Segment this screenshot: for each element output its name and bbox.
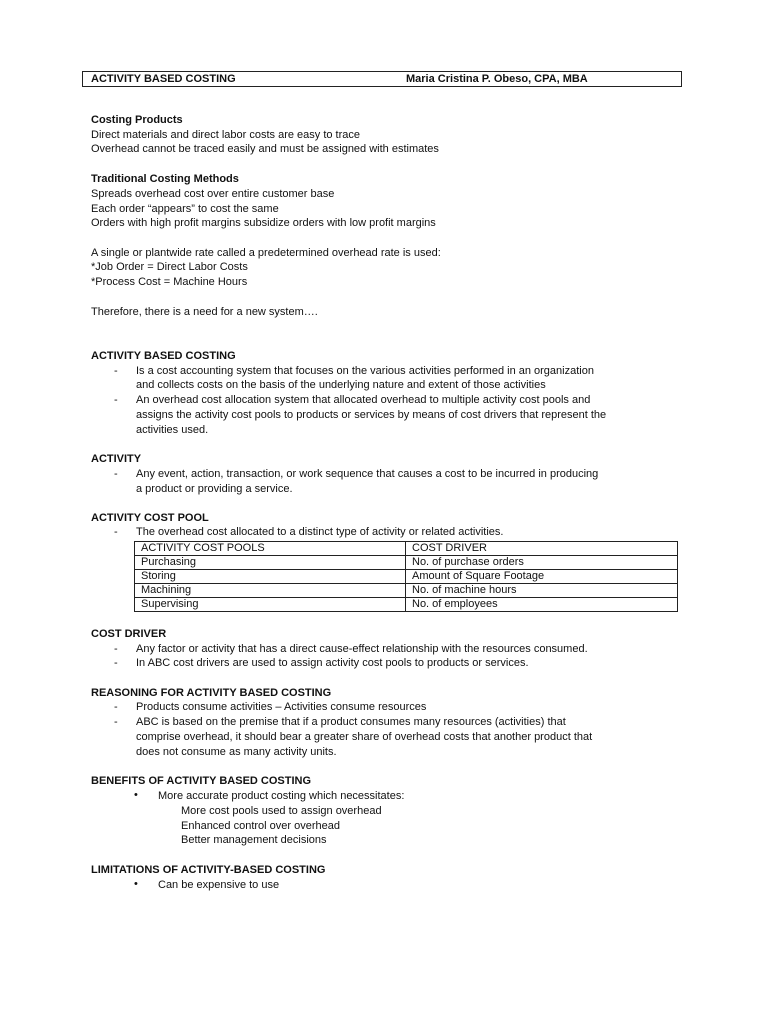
table-header-cell: COST DRIVER (406, 542, 678, 556)
heading-activity: ACTIVITY (91, 453, 142, 465)
dash-marker: - (114, 365, 118, 377)
text-line: A single or plantwide rate called a predetermined overhead rate is used: (91, 247, 441, 259)
list-item-text: ABC is based on the premise that if a product consumes many resources (activities) that (136, 716, 566, 728)
text-line: Overhead cannot be traced easily and must be assigned with estimates (91, 143, 439, 155)
list-item-text: The overhead cost allocated to a distinct type of activity or related activities. (136, 526, 504, 538)
dash-marker: - (114, 526, 118, 538)
dash-marker: - (114, 394, 118, 406)
table-row (135, 556, 678, 570)
heading-activity-cost-pool: ACTIVITY COST POOL (91, 512, 209, 524)
list-item-text: comprise overhead, it should bear a greater share of overhead costs that another product that (136, 731, 593, 743)
heading-activity-based-costing: ACTIVITY BASED COSTING (91, 350, 236, 362)
document-author: Maria Cristina P. Obeso, CPA, MBA (406, 73, 588, 85)
dash-marker: - (114, 468, 118, 480)
sub-list-item: Better management decisions (181, 834, 327, 846)
table-cell: Machining (135, 584, 406, 598)
list-item-text: Any factor or activity that has a direct cause-effect relationship with the resources consumed. (136, 643, 588, 655)
text-line: *Job Order = Direct Labor Costs (91, 261, 248, 273)
list-item-text: An overhead cost allocation system that allocated overhead to multiple activity cost pools and (136, 394, 591, 406)
table-row (135, 570, 678, 584)
table-header-cell: ACTIVITY COST POOLS (135, 542, 406, 556)
dash-marker: - (114, 701, 118, 713)
list-item-text: and collects costs on the basis of the underlying nature and extent of those activities (136, 379, 546, 391)
heading-benefits: BENEFITS OF ACTIVITY BASED COSTING (91, 775, 312, 787)
table-cell: Purchasing (135, 556, 406, 570)
text-line: Each order “appears” to cost the same (91, 203, 279, 215)
text-line: Spreads overhead cost over entire customer base (91, 188, 335, 200)
table-cell: Amount of Square Footage (406, 570, 678, 584)
list-item-text: assigns the activity cost pools to products or services by means of cost drivers that represent the (136, 409, 607, 421)
heading-cost-driver: COST DRIVER (91, 628, 167, 640)
text-line: Direct materials and direct labor costs are easy to trace (91, 129, 361, 141)
text-line: *Process Cost = Machine Hours (91, 276, 248, 288)
sub-list-item: Enhanced control over overhead (181, 820, 340, 832)
heading-traditional-costing: Traditional Costing Methods (91, 173, 239, 185)
text-line: Orders with high profit margins subsidize orders with low profit margins (91, 217, 436, 229)
table-row (135, 598, 678, 612)
list-item-text: In ABC cost drivers are used to assign activity cost pools to products or services. (136, 657, 529, 669)
dash-marker: - (114, 657, 118, 669)
dash-marker: - (114, 716, 118, 728)
dash-marker: - (114, 643, 118, 655)
heading-reasoning: REASONING FOR ACTIVITY BASED COSTING (91, 687, 332, 699)
text-line: Therefore, there is a need for a new system…. (91, 306, 318, 318)
list-item-text: Can be expensive to use (158, 879, 280, 891)
document-title: ACTIVITY BASED COSTING (91, 73, 236, 85)
list-item-text: Is a cost accounting system that focuses on the various activities performed in an organization (136, 365, 594, 377)
table-row (135, 584, 678, 598)
heading-limitations: LIMITATIONS OF ACTIVITY-BASED COSTING (91, 864, 326, 876)
document-header (82, 71, 682, 87)
table-header-row (135, 542, 678, 556)
bullet-marker: • (134, 789, 138, 801)
list-item-text: Products consume activities – Activities consume resources (136, 701, 427, 713)
table-cell: Supervising (135, 598, 406, 612)
list-item-text: activities used. (136, 424, 209, 436)
list-item-text: More accurate product costing which necessitates: (158, 790, 405, 802)
table-cell: No. of employees (406, 598, 678, 612)
bullet-marker: • (134, 878, 138, 890)
heading-costing-products: Costing Products (91, 114, 183, 126)
sub-list-item: More cost pools used to assign overhead (181, 805, 382, 817)
list-item-text: does not consume as many activity units. (136, 746, 337, 758)
table-cell: No. of machine hours (406, 584, 678, 598)
table-cell: Storing (135, 570, 406, 584)
list-item-text: Any event, action, transaction, or work sequence that causes a cost to be incurred in producing (136, 468, 599, 480)
cost-pool-table (134, 541, 678, 612)
table-cell: No. of purchase orders (406, 556, 678, 570)
list-item-text: a product or providing a service. (136, 483, 293, 495)
